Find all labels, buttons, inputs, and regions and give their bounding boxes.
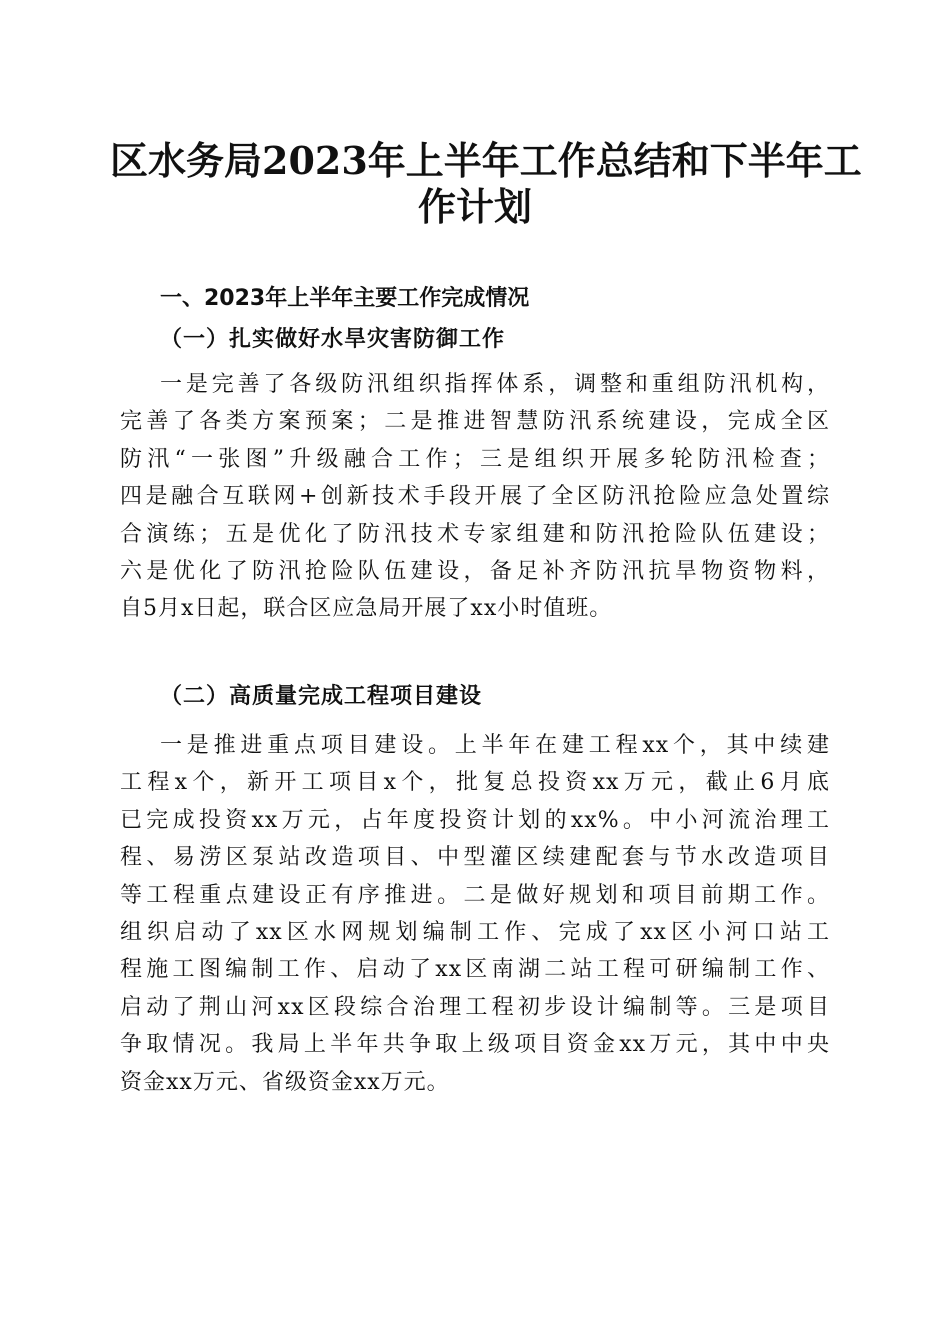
paragraph-line: 启动了荆山河xx区段综合治理工程初步设计编制等。三是项目 — [120, 994, 830, 1020]
subsection-heading-2: （二）高质量完成工程项目建设 — [160, 683, 483, 709]
paragraph-line: 自5月x日起，联合区应急局开展了xx小时值班。 — [120, 596, 613, 622]
paragraph-line: 组织启动了xx区水网规划编制工作、完成了xx区小河口站工 — [120, 919, 830, 945]
document-title — [110, 138, 862, 230]
subsection-heading-1: （一）扎实做好水旱灾害防御工作 — [160, 326, 506, 352]
paragraph-line: 资金xx万元、省级资金xx万元。 — [120, 1069, 450, 1095]
title-line-2: 作计划 — [417, 184, 532, 229]
subsection-1-paragraph — [120, 366, 830, 628]
paragraph-line: 争取情况。我局上半年共争取上级项目资金xx万元，其中中央 — [120, 1032, 830, 1058]
paragraph-line: 一是完善了各级防汛组织指挥体系，调整和重组防汛机构， — [160, 372, 830, 397]
paragraph-line: 四是融合互联网+创新技术手段开展了全区防汛抢险应急处置综 — [120, 484, 830, 510]
section-heading-1: 一、2023年上半年主要工作完成情况 — [160, 286, 530, 311]
paragraph-line: 合演练；五是优化了防汛技术专家组建和防汛抢险队伍建设； — [120, 521, 830, 547]
paragraph-line: 程施工图编制工作、启动了xx区南湖二站工程可研编制工作、 — [120, 957, 830, 983]
subsection-2-paragraph — [120, 727, 830, 1101]
paragraph-line: 完善了各类方案预案；二是推进智慧防汛系统建设，完成全区 — [120, 409, 830, 435]
paragraph-line: 六是优化了防汛抢险队伍建设，备足补齐防汛抗旱物资物料， — [120, 558, 830, 584]
paragraph-line: 已完成投资xx万元，占年度投资计划的xx%。中小河流治理工 — [120, 807, 830, 833]
title-line-1: 区水务局2023年上半年工作总结和下半年工 — [110, 138, 862, 183]
paragraph-line: 程、易涝区泵站改造项目、中型灌区续建配套与节水改造项目 — [120, 845, 830, 871]
paragraph-line: 等工程重点建设正有序推进。二是做好规划和项目前期工作。 — [120, 882, 830, 908]
paragraph-line: 一是推进重点项目建设。上半年在建工程xx个，其中续建 — [160, 733, 830, 758]
paragraph-line: 工程x个，新开工项目x个，批复总投资xx万元，截止6月底 — [120, 770, 830, 796]
paragraph-line: 防汛“一张图”升级融合工作；三是组织开展多轮防汛检查； — [120, 446, 830, 472]
